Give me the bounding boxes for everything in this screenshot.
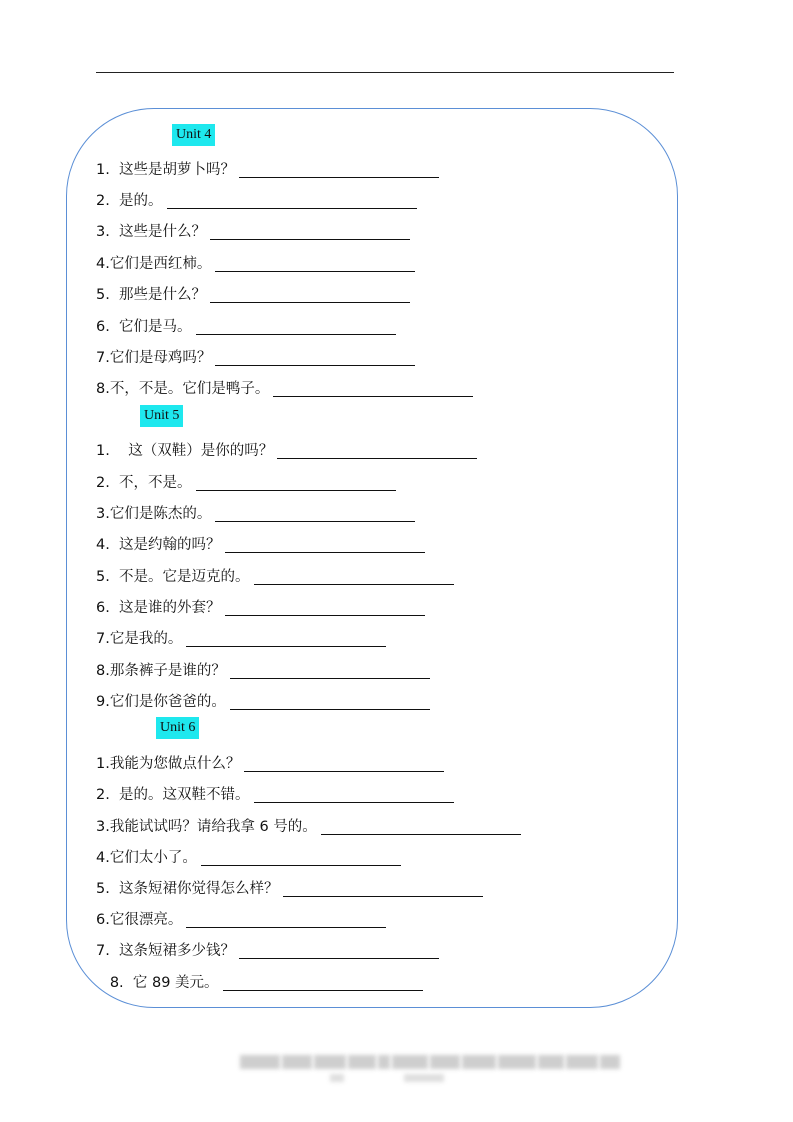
unit-4-item-5 bbox=[96, 280, 410, 304]
answer-line[interactable] bbox=[186, 927, 386, 928]
unit-5-item-9 bbox=[96, 687, 430, 711]
question-text: 4.它们太小了。 bbox=[96, 850, 197, 866]
question-text: 3. 这些是什么？ bbox=[96, 224, 207, 240]
question-text: 8. 它 89 美元。 bbox=[96, 975, 219, 991]
answer-line[interactable] bbox=[225, 552, 425, 553]
question-text: 6. 它们是马。 bbox=[96, 319, 192, 335]
answer-line[interactable] bbox=[244, 771, 444, 772]
blurred-footer-subline bbox=[330, 1074, 444, 1084]
question-text: 3.它们是陈杰的。 bbox=[96, 506, 212, 522]
unit-6-item-3 bbox=[96, 812, 521, 836]
question-text: 7. 这条短裙多少钱？ bbox=[96, 943, 236, 959]
answer-line[interactable] bbox=[273, 396, 473, 397]
unit-4-item-3 bbox=[96, 217, 410, 241]
question-text: 8.不，不是。它们是鸭子。 bbox=[96, 381, 270, 397]
worksheet-frame bbox=[66, 108, 678, 1008]
question-text: 5. 那些是什么？ bbox=[96, 287, 207, 303]
answer-line[interactable] bbox=[167, 208, 417, 209]
unit-6-item-5 bbox=[96, 874, 483, 898]
answer-line[interactable] bbox=[277, 458, 477, 459]
unit-4-item-7 bbox=[96, 343, 415, 367]
unit-5-heading: Unit 5 bbox=[140, 405, 183, 427]
question-text: 1. 这些是胡萝卜吗？ bbox=[96, 162, 236, 178]
unit-5-item-3 bbox=[96, 499, 415, 523]
unit-6-item-6 bbox=[96, 905, 386, 929]
unit-6-heading: Unit 6 bbox=[156, 717, 199, 739]
answer-line[interactable] bbox=[254, 802, 454, 803]
answer-line[interactable] bbox=[215, 271, 415, 272]
unit-5-item-6 bbox=[96, 593, 425, 617]
unit-5-item-5 bbox=[96, 562, 454, 586]
question-text: 1.我能为您做点什么？ bbox=[96, 756, 241, 772]
unit-4-item-2 bbox=[96, 186, 417, 210]
answer-line[interactable] bbox=[225, 615, 425, 616]
question-text: 5. 不是。它是迈克的。 bbox=[96, 569, 250, 585]
unit-5-item-8 bbox=[96, 656, 430, 680]
answer-line[interactable] bbox=[196, 490, 396, 491]
question-text: 1. 这（双鞋）是你的吗？ bbox=[96, 443, 274, 459]
answer-line[interactable] bbox=[230, 678, 430, 679]
question-text: 3.我能试试吗？请给我拿 6 号的。 bbox=[96, 819, 317, 835]
answer-line[interactable] bbox=[196, 334, 396, 335]
question-text: 6. 这是谁的外套？ bbox=[96, 600, 221, 616]
answer-line[interactable] bbox=[230, 709, 430, 710]
question-text: 2. 是的。这双鞋不错。 bbox=[96, 787, 250, 803]
question-text: 2. 不，不是。 bbox=[96, 475, 192, 491]
question-text: 5. 这条短裙你觉得怎么样？ bbox=[96, 881, 279, 897]
unit-6-item-4 bbox=[96, 843, 401, 867]
question-text: 8.那条裤子是谁的？ bbox=[96, 663, 226, 679]
answer-line[interactable] bbox=[321, 834, 521, 835]
question-text: 6.它很漂亮。 bbox=[96, 912, 183, 928]
header-rule bbox=[96, 72, 674, 73]
question-text: 2. 是的。 bbox=[96, 193, 163, 209]
unit-6-item-2 bbox=[96, 780, 454, 804]
question-text: 4. 这是约翰的吗？ bbox=[96, 537, 221, 553]
unit-5-item-4 bbox=[96, 530, 425, 554]
unit-5-item-7 bbox=[96, 624, 386, 648]
unit-5-item-2 bbox=[96, 468, 396, 492]
answer-line[interactable] bbox=[283, 896, 483, 897]
question-text: 7.它是我的。 bbox=[96, 631, 183, 647]
unit-6-item-1 bbox=[96, 749, 444, 773]
answer-line[interactable] bbox=[215, 521, 415, 522]
answer-line[interactable] bbox=[210, 302, 410, 303]
unit-5-item-1 bbox=[96, 436, 477, 460]
answer-line[interactable] bbox=[239, 958, 439, 959]
answer-line[interactable] bbox=[254, 584, 454, 585]
answer-line[interactable] bbox=[239, 177, 439, 178]
question-text: 9.它们是你爸爸的。 bbox=[96, 694, 226, 710]
question-text: 7.它们是母鸡吗？ bbox=[96, 350, 212, 366]
answer-line[interactable] bbox=[223, 990, 423, 991]
unit-4-item-8 bbox=[96, 374, 473, 398]
unit-4-item-1 bbox=[96, 155, 439, 179]
answer-line[interactable] bbox=[215, 365, 415, 366]
unit-4-item-6 bbox=[96, 312, 396, 336]
unit-6-item-8 bbox=[96, 968, 423, 992]
blurred-footer-watermark bbox=[240, 1055, 620, 1069]
unit-4-item-4 bbox=[96, 249, 415, 273]
question-text: 4.它们是西红柿。 bbox=[96, 256, 212, 272]
answer-line[interactable] bbox=[210, 239, 410, 240]
answer-line[interactable] bbox=[201, 865, 401, 866]
answer-line[interactable] bbox=[186, 646, 386, 647]
unit-6-item-7 bbox=[96, 936, 439, 960]
unit-4-heading: Unit 4 bbox=[172, 124, 215, 146]
